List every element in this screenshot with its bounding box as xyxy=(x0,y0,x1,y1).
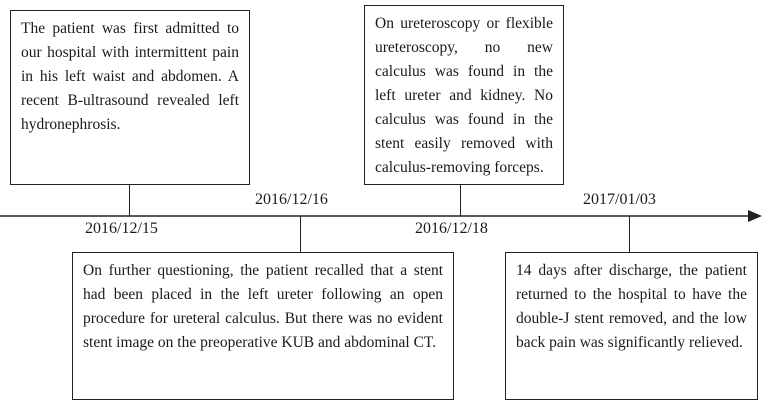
event-box-2 xyxy=(72,252,454,400)
connector-3 xyxy=(460,185,461,216)
event-box-4 xyxy=(505,252,758,400)
event-date-2: 2016/12/16 xyxy=(255,191,328,208)
timeline-arrow-icon xyxy=(748,210,762,222)
event-box-1 xyxy=(10,10,250,185)
event-text-3: On ureteroscopy or flexible ureteroscopy, no new calculus was found in the left ureter and kidney. No calculus was found in the stent easily removed with calculus-removing forceps. xyxy=(375,15,553,176)
event-date-3: 2016/12/18 xyxy=(415,220,488,237)
event-text-1: The patient was first admitted to our hospital with intermittent pain in his left waist and abdomen. A recent B-ultrasound revealed left hydronephrosis. xyxy=(21,20,239,133)
connector-2 xyxy=(300,216,301,252)
event-date-4: 2017/01/03 xyxy=(583,191,656,208)
connector-1 xyxy=(129,185,130,216)
event-text-2: On further questioning, the patient recalled that a stent had been placed in the left ureter following an open procedure for ureteral calculus. But there was no evident stent image on the preoperative KUB and abdominal CT. xyxy=(83,262,443,351)
event-date-1: 2016/12/15 xyxy=(85,220,158,237)
event-box-3 xyxy=(364,5,564,185)
event-text-4: 14 days after discharge, the patient returned to the hospital to have the double-J stent removed, and the low back pain was significantly relieved. xyxy=(516,262,747,351)
connector-4 xyxy=(629,216,630,252)
